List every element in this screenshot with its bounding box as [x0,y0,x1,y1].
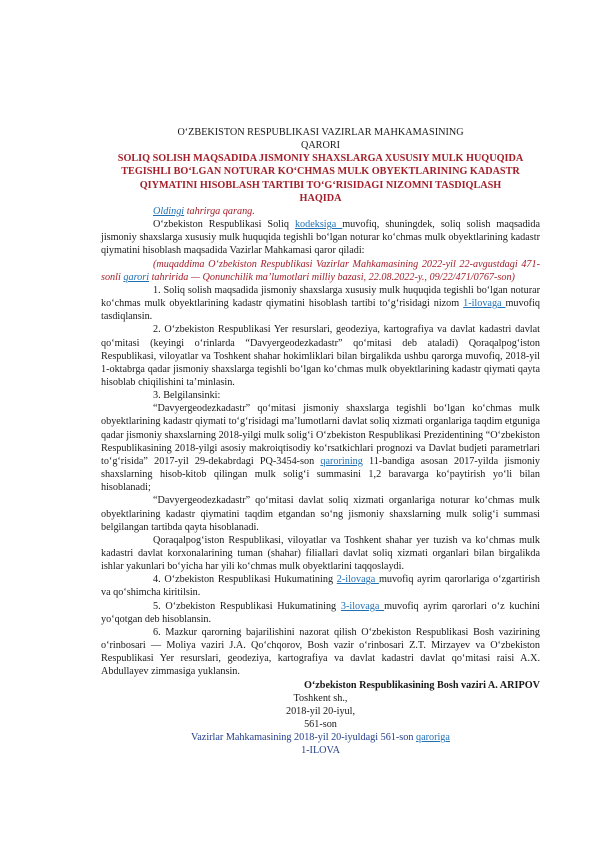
prior-edition-link[interactable]: Oldingi [153,205,185,217]
paragraph-3c: Qoraqalpog‘iston Respublikasi, viloyatlar va Toshkent shahar yer tuzish va ko‘chmas mulk kadastri davlat korxonalarining tuman (shahar) filiallari davlat soliq xizmati organlari bilan birgalikda ishlar yakunlari bo‘yicha har yili ko‘chmas mulk obyektlarini taqqoslaydi. [101,534,540,573]
code-link[interactable]: kodeksiga [294,219,343,231]
issuer-line: O‘ZBEKISTON RESPUBLIKASI VAZIRLAR MAHKAMASINING [177,127,464,138]
doc-type: QARORI [300,140,341,152]
annex-title: 1-ILOVA [301,745,340,757]
annex-2-link[interactable]: 2-ilovaga [336,574,379,586]
decree-number: 561-son [304,719,337,731]
place: Toshkent sh., [293,692,348,704]
paragraph-3a: “Davyergeodezkadastr” qo‘mitasi jismoniy shaxslarga tegishli bo‘lgan ko‘chmas mulk obyektlarining kadastr qiymati to‘g‘risidagi ma’lumotlarni davlat soliq xizmati organlariga taqdim etguniga qadar jismoniy shaxslarning 2018-yilgi mulk solig‘i O‘zbekiston Respublikasi Prezidentining “O‘zbekiston Respublikasining 2018-yilgi asosiy makroiqtisodiy ko‘rsatkichlari prognozi va Davlat budjeti parametrlari to‘g‘risida” 2017-yil 29-dekabrdagi PQ-3454-son qarorining 11-bandiga asosan 2017-yilda jismoniy shaxslarning hisob-kitob qilingan mulk solig‘i summasini 1,2 baravarga ko‘paytirish yo‘li bilan hisoblanadi; [101,403,540,494]
date: 2018-yil 20-iyul, [285,705,356,717]
paragraph-3-heading: 3. Belgilansinki: [153,390,221,402]
annex-decision-link[interactable]: qaroriga [415,732,450,744]
signature: O‘zbekiston Respublikasining Bosh vaziri A. ARIPOV [303,679,540,691]
pq-decision-link[interactable]: qarorining [320,455,363,467]
paragraph-3b: “Davyergeodezkadastr” qo‘mitasi davlat soliq xizmati organlariga noturar ko‘chmas mulk obyektlarining kadastr qiymatini taqdim etgandan so‘ng jismoniy shaxslarning mulk solig‘i summasi belgilangan tartibda qayta hisoblanadi. [101,495,540,533]
paragraph-2: 2. O‘zbekiston Respublikasi Yer resurslari, geodeziya, kartografiya va davlat kadastri davlat qo‘mitasi (keyingi o‘rinlarda “Davyergeodezkadastr” qo‘mitasi deb ataladi) Qoraqalpog‘iston Respublikasi, viloyatlar va Toshkent shahar hokimliklari bilan birgalikda ushbu qarorga muvofiq, 2018-yil 1-oktabrga qadar jismoniy shaxslarga tegishli bo‘lgan ko‘chmas mulk obyektlarining kadastr qiymati qayta hisoblab chiqilishini ta’minlasin. [101,324,540,388]
paragraph-5: 5. O‘zbekiston Respublikasi Hukumatining 3-ilovaga muvofiq ayrim qarorlari o‘z kuchini yo‘qotgan deb hisoblansin. [101,600,540,625]
annex-1-link[interactable]: 1-ilovaga [463,298,506,310]
title-line-2: TEGISHLI BO‘LGAN NOTURAR KO‘CHMAS MULK OBYEKTLARINING KADASTR [121,166,520,178]
preamble: O‘zbekiston Respublikasi Soliq kodeksiga muvofiq, shuningdek, soliq solish maqsadida jismoniy shaxslarga xususiy mulk huquqida tegishli bo‘lgan noturar ko‘chmas mulk obyektlarining kadastr qiymatini hisoblash maqsadida Vazirlar Mahkamasi qaror qiladi: [101,219,540,257]
title-line-3: QIYMATINI HISOBLASH TARTIBI TO‘G‘RISIDAGI NIZOMNI TASDIQLASH [139,179,502,191]
paragraph-1: 1. Soliq solish maqsadida jismoniy shaxslarga xususiy mulk huquqida tegishli bo‘lgan noturar ko‘chmas mulk obyektlarining kadastr qiymatini hisoblash tartibi to‘g‘risidagi nizom 1-ilovaga muvofiq tasdiqlansin. [101,284,540,323]
paragraph-6: 6. Mazkur qarorning bajarilishini nazorat qilish O‘zbekiston Respublikasi Bosh vazirining o‘rinbosari — Moliya vaziri J.A. Qo‘chqorov, Bosh vazir o‘rinbosari Z.T. Mirzayev va O‘zbekiston Respublikasi Yer resurslari, geodeziya, kartografiya va davlat kadastri davlat qo‘mitasi raisi A.X. Abdullayev zimmasiga yuklansin. [101,626,540,678]
decision-link[interactable]: qarori [123,271,150,283]
title-line-4: HAQIDA [299,192,342,204]
annex-3-link[interactable]: 3-ilovaga [340,600,385,612]
title-line-1: SOLIQ SOLISH MAQSADIDA JISMONIY SHAXSLARGA XUSUSIY MULK HUQUQIDA [117,153,524,165]
prior-edition-note: Oldingi tahrirga qarang. [153,205,255,217]
amendment-note: (muqaddima O‘zbekiston Respublikasi Vazirlar Mahkamasining 2022-yil 22-avgustdagi 471-sonli qarori tahririda — Qonunchilik ma’lumotlari milliy bazasi, 22.08.2022-y., 09/22/471/0767-son) [101,258,540,283]
paragraph-4: 4. O‘zbekiston Respublikasi Hukumatining 2-ilovaga muvofiq ayrim qarorlariga o‘zgartirish va qo‘shimcha kiritilsin. [101,574,540,599]
annex-reference: Vazirlar Mahkamasining 2018-yil 20-iyuldagi 561-son qaroriga [191,732,450,744]
document-page [101,0,540,842]
